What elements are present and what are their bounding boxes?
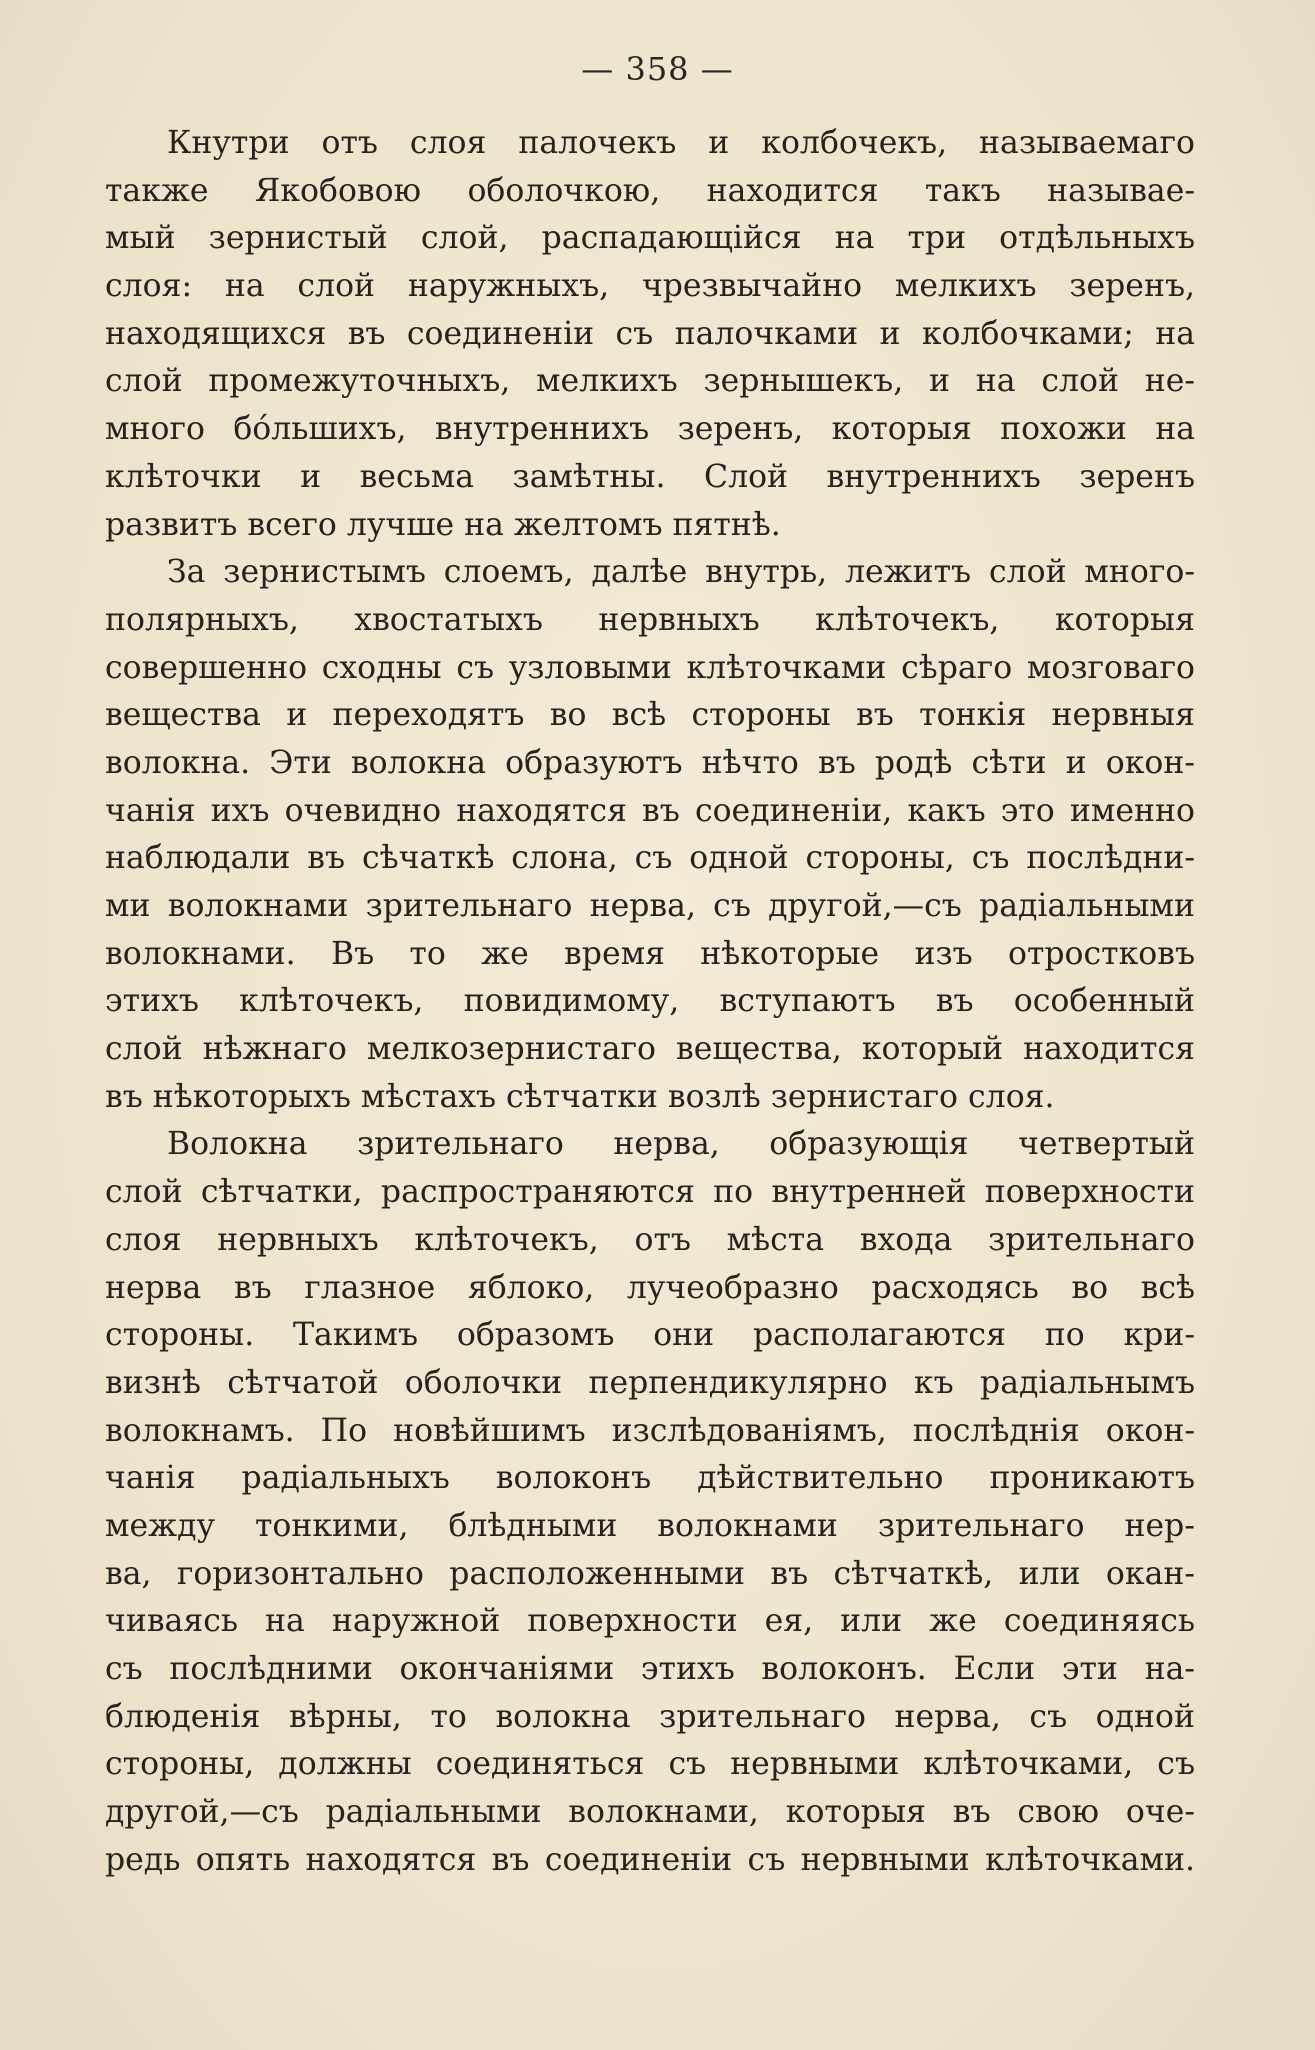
text-line: волокна. Эти волокна образуютъ нѣчто въ родѣ сѣти и окон- (105, 744, 1195, 781)
text-line: клѣточки и весьма замѣтны. Слой внутреннихъ зеренъ (105, 458, 1195, 495)
text-line: находящихся въ соединеніи съ палочками и колбочками; на (105, 315, 1195, 352)
text-line: визнѣ сѣтчатой оболочки перпендикулярно къ радіальнымъ (105, 1364, 1195, 1401)
text-line: чанія радіальныхъ волоконъ дѣйствительно проникаютъ (105, 1460, 1195, 1497)
text-line: въ нѣкоторыхъ мѣстахъ сѣтчатки возлѣ зернистаго слоя. (105, 1078, 1055, 1115)
text-line: слой промежуточныхъ, мелкихъ зернышекъ, и на слой не- (105, 363, 1195, 400)
text-line: этихъ клѣточекъ, повидимому, вступаютъ въ особенный (105, 983, 1195, 1020)
text-line: чиваясь на наружной поверхности ея, или же соединяясь (105, 1603, 1195, 1640)
text-line: ва, горизонтально расположенными въ сѣтчаткѣ, или окан- (105, 1555, 1195, 1592)
text-line: чанія ихъ очевидно находятся въ соединеніи, какъ это именно (105, 792, 1195, 829)
paragraph-optic-nerve-fibers (105, 1121, 1195, 1884)
text-line: много бо́льшихъ, внутреннихъ зеренъ, которыя похожи на (105, 411, 1195, 448)
text-line: другой,—съ радіальными волокнами, которыя въ свою оче- (105, 1794, 1195, 1831)
text-line: также Якобовою оболочкою, находится такъ называе- (105, 172, 1195, 209)
page-number: — 358 — (581, 50, 734, 88)
text-line: съ послѣдними окончаніями этихъ волоконъ. Если эти на- (105, 1651, 1195, 1687)
text-line: слой нѣжнаго мелкозернистаго вещества, который находится (105, 1031, 1195, 1068)
text-line: нерва въ глазное яблоко, лучеобразно расходясь во всѣ (105, 1269, 1195, 1306)
text-line: волокнами. Въ то же время нѣкоторые изъ отростковъ (105, 935, 1195, 972)
text-line: редь опять находятся въ соединеніи съ нервными клѣточками. (105, 1841, 1195, 1878)
text-line: развитъ всего лучше на желтомъ пятнѣ. (105, 506, 781, 543)
text-line: слой сѣтчатки, распространяются по внутренней поверхности (105, 1174, 1195, 1211)
text-line: За зернистымъ слоемъ, далѣе внутрь, лежитъ слой много- (167, 554, 1195, 591)
text-line: полярныхъ, хвостатыхъ нервныхъ клѣточекъ, которыя (105, 601, 1195, 638)
paragraph-nerve-cell-layer (105, 549, 1195, 1121)
text-line: Волокна зрительнаго нерва, образующія четвертый (167, 1126, 1195, 1163)
text-line: блюденія вѣрны, то волокна зрительнаго нерва, съ одной (105, 1698, 1195, 1735)
text-line: стороны, должны соединяться съ нервными клѣточками, съ (105, 1746, 1195, 1783)
text-line: между тонкими, блѣдными волокнами зрительнаго нер- (105, 1507, 1195, 1544)
text-line: стороны. Такимъ образомъ они располагаются по кри- (105, 1317, 1195, 1354)
text-line: совершенно сходны съ узловыми клѣточками сѣраго мозговаго (105, 649, 1195, 686)
text-line: наблюдали въ сѣчаткѣ слона, съ одной стороны, съ послѣдни- (105, 840, 1195, 877)
text-line: ми волокнами зрительнаго нерва, съ другой,—съ радіальными (105, 888, 1195, 924)
body-text (105, 120, 1195, 1884)
text-line: волокнамъ. По новѣйшимъ изслѣдованіямъ, послѣднія окон- (105, 1412, 1195, 1449)
text-line: слоя: на слой наружныхъ, чрезвычайно мелкихъ зеренъ, (105, 268, 1195, 305)
text-line: Кнутри отъ слоя палочекъ и колбочекъ, называемаго (167, 125, 1195, 161)
text-line: мый зернистый слой, распадающійся на три отдѣльныхъ (105, 220, 1195, 257)
text-line: вещества и переходятъ во всѣ стороны въ тонкія нервныя (105, 697, 1195, 734)
paragraph-retina-granular-layer (105, 120, 1195, 549)
text-line: слоя нервныхъ клѣточекъ, отъ мѣста входа зрительнаго (105, 1221, 1195, 1258)
